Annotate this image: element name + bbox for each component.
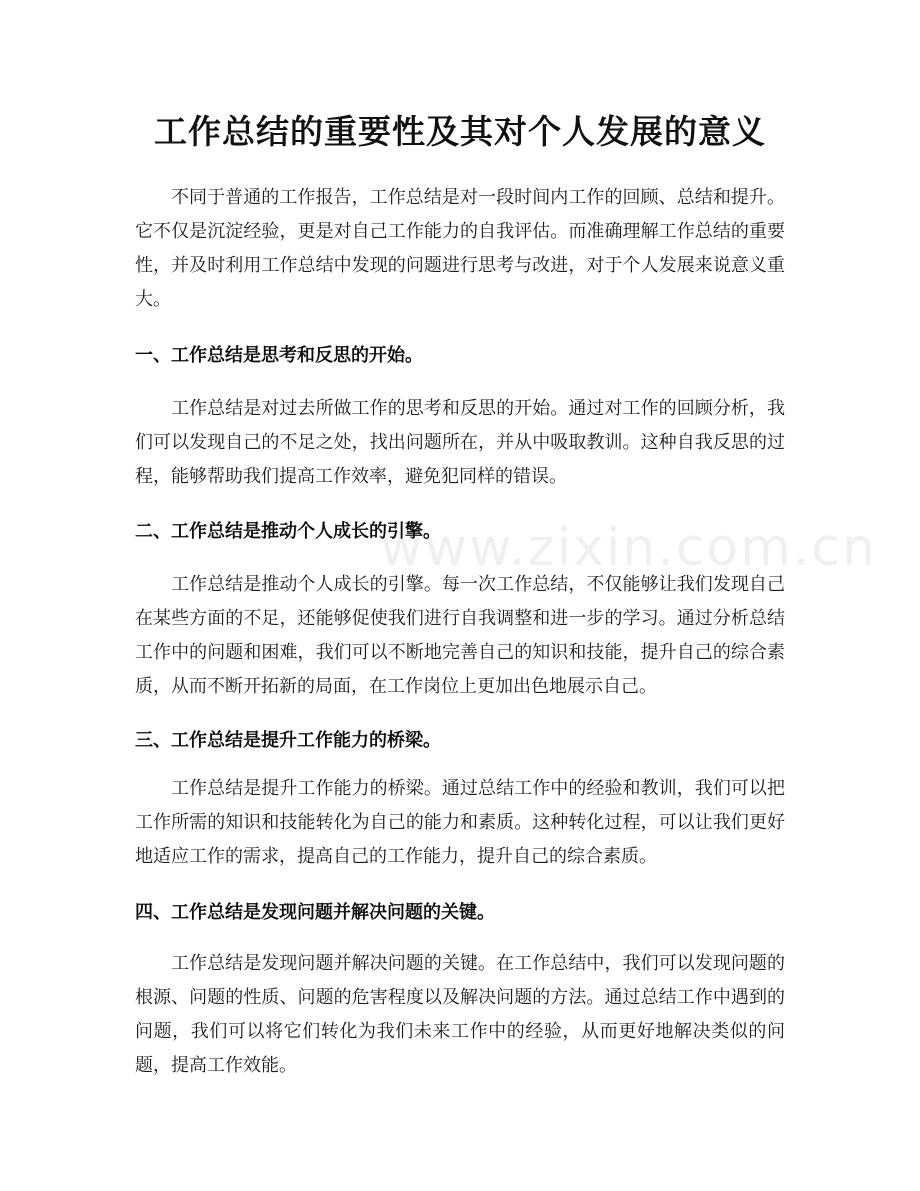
section-heading-2: 二、工作总结是推动个人成长的引擎。: [135, 521, 441, 542]
section-body-3: 工作总结是提升工作能力的桥梁。通过总结工作中的经验和教训，我们可以把工作所需的知识和技能转化为自己的能力和素质。这种转化过程，可以让我们更好地适应工作的需求，提高自己的工作能力，提升自己的综合素质。: [135, 778, 785, 867]
page-title: 工作总结的重要性及其对个人发展的意义: [154, 112, 766, 151]
section-heading-1: 一、工作总结是思考和反思的开始。: [135, 345, 423, 366]
watermark-text: www.zixin.com.cn: [380, 518, 877, 578]
section-body-1: 工作总结是对过去所做工作的思考和反思的开始。通过对工作的回顾分析，我们可以发现自己的不足之处，找出问题所在，并从中吸取教训。这种自我反思的过程，能够帮助我们提高工作效率，避免犯同样的错误。: [135, 398, 785, 487]
section-heading-4: 四、工作总结是发现问题并解决问题的关键。: [135, 902, 495, 923]
section-body-4: 工作总结是发现问题并解决问题的关键。在工作总结中，我们可以发现问题的根源、问题的性质、问题的危害程度以及解决问题的方法。通过总结工作中遇到的问题，我们可以将它们转化为我们未来工作中的经验，从而更好地解决类似的问题，提高工作效能。: [135, 953, 785, 1076]
section-body-2: 工作总结是推动个人成长的引擎。每一次工作总结，不仅能够让我们发现自己在某些方面的不足，还能够促使我们进行自我调整和进一步的学习。通过分析总结工作中的问题和困难，我们可以不断地完善自己的知识和技能，提升自己的综合素质，从而不断开拓新的局面，在工作岗位上更加出色地展示自己。: [135, 574, 785, 697]
intro-paragraph: 不同于普通的工作报告，工作总结是对一段时间内工作的回顾、总结和提升。它不仅是沉淀经验，更是对自己工作能力的自我评估。而准确理解工作总结的重要性，并及时利用工作总结中发现的问题进行思考与改进，对于个人发展来说意义重大。: [135, 187, 785, 310]
section-heading-3: 三、工作总结是提升工作能力的桥梁。: [135, 730, 441, 751]
